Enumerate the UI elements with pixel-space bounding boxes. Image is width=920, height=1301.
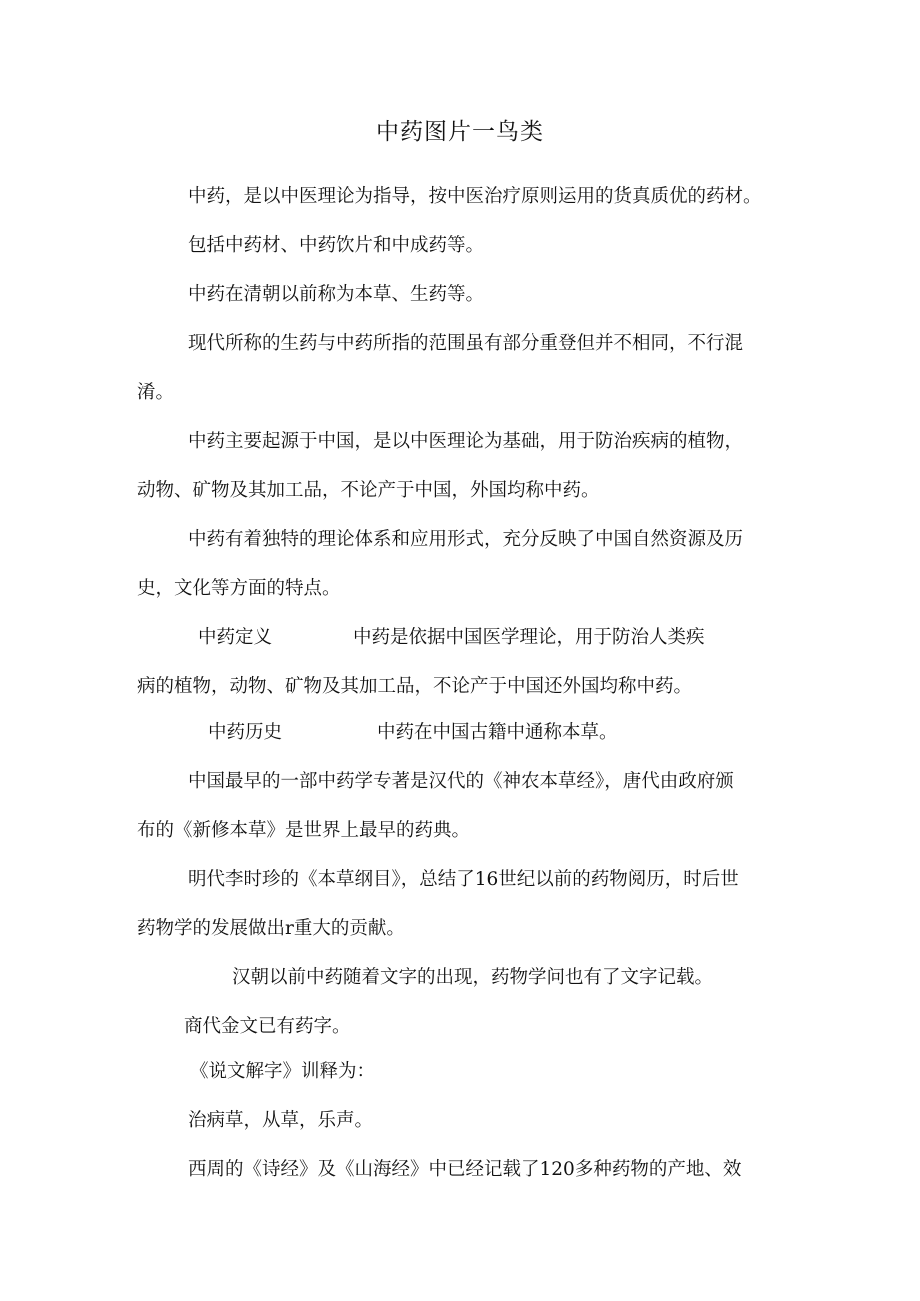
paragraph-line: 药物学的发展做出r重大的贡献。 <box>137 918 405 939</box>
section-heading-history: 中药历史 <box>208 722 283 743</box>
paragraph-line: 汉朝以前中药随着文字的出现，药物学问也有了文字记载。 <box>232 967 714 988</box>
paragraph-line: 布的《新修本草》是世界上最早的药典。 <box>137 820 471 841</box>
paragraph-line: 现代所称的生药与中药所指的范围虽有部分重登但并不相同，不行混 <box>188 333 744 354</box>
paragraph-line: 中药在清朝以前称为本草、生药等。 <box>188 284 485 305</box>
paragraph-line: 明代李时珍的《本草纲目》，总结了16世纪以前的药物阅历，时后世 <box>188 869 739 890</box>
paragraph-line: 中药有着独特的理论体系和应用形式，充分反映了中国自然资源及历 <box>188 529 744 550</box>
paragraph-line: 动物、矿物及其加工品，不论产于中国，外国均称中药。 <box>137 480 600 501</box>
paragraph-line: 商代金文已有药字。 <box>184 1016 351 1037</box>
document-title: 中药图片一鸟类 <box>376 119 544 145</box>
paragraph-line: 病的植物，动物、矿物及其加工品，不论产于中国还外国均称中药。 <box>137 676 693 697</box>
paragraph-line: 治病草，从草，乐声。 <box>188 1110 374 1131</box>
paragraph-line: 中国最早的一部中药学专著是汉代的《神农本草经》，唐代由政府颁 <box>188 771 734 792</box>
paragraph-line: 史，文化等方面的特点。 <box>137 578 341 599</box>
paragraph-line: 《说文解字》训释为： <box>190 1061 376 1082</box>
paragraph-line: 中药，是以中医理论为指导，按中医治疗原则运用的货真质优的药材。 <box>188 186 762 207</box>
paragraph-line: 西周的《诗经》及《山海经》中已经记载了120多种药物的产地、效 <box>188 1159 742 1180</box>
paragraph-line: 淆。 <box>137 382 175 403</box>
paragraph-line: 包括中药材、中药饮片和中成药等。 <box>188 235 485 256</box>
section-heading-definition: 中药定义 <box>198 627 273 648</box>
paragraph-line: 中药主要起源于中国，是以中医理论为基础，用于防治疾病的植物， <box>188 431 744 452</box>
paragraph-line: 中药是依据中国医学理论，用于防治人类疾 <box>353 627 705 648</box>
paragraph-line: 中药在中国古籍中通称本草。 <box>377 722 618 743</box>
